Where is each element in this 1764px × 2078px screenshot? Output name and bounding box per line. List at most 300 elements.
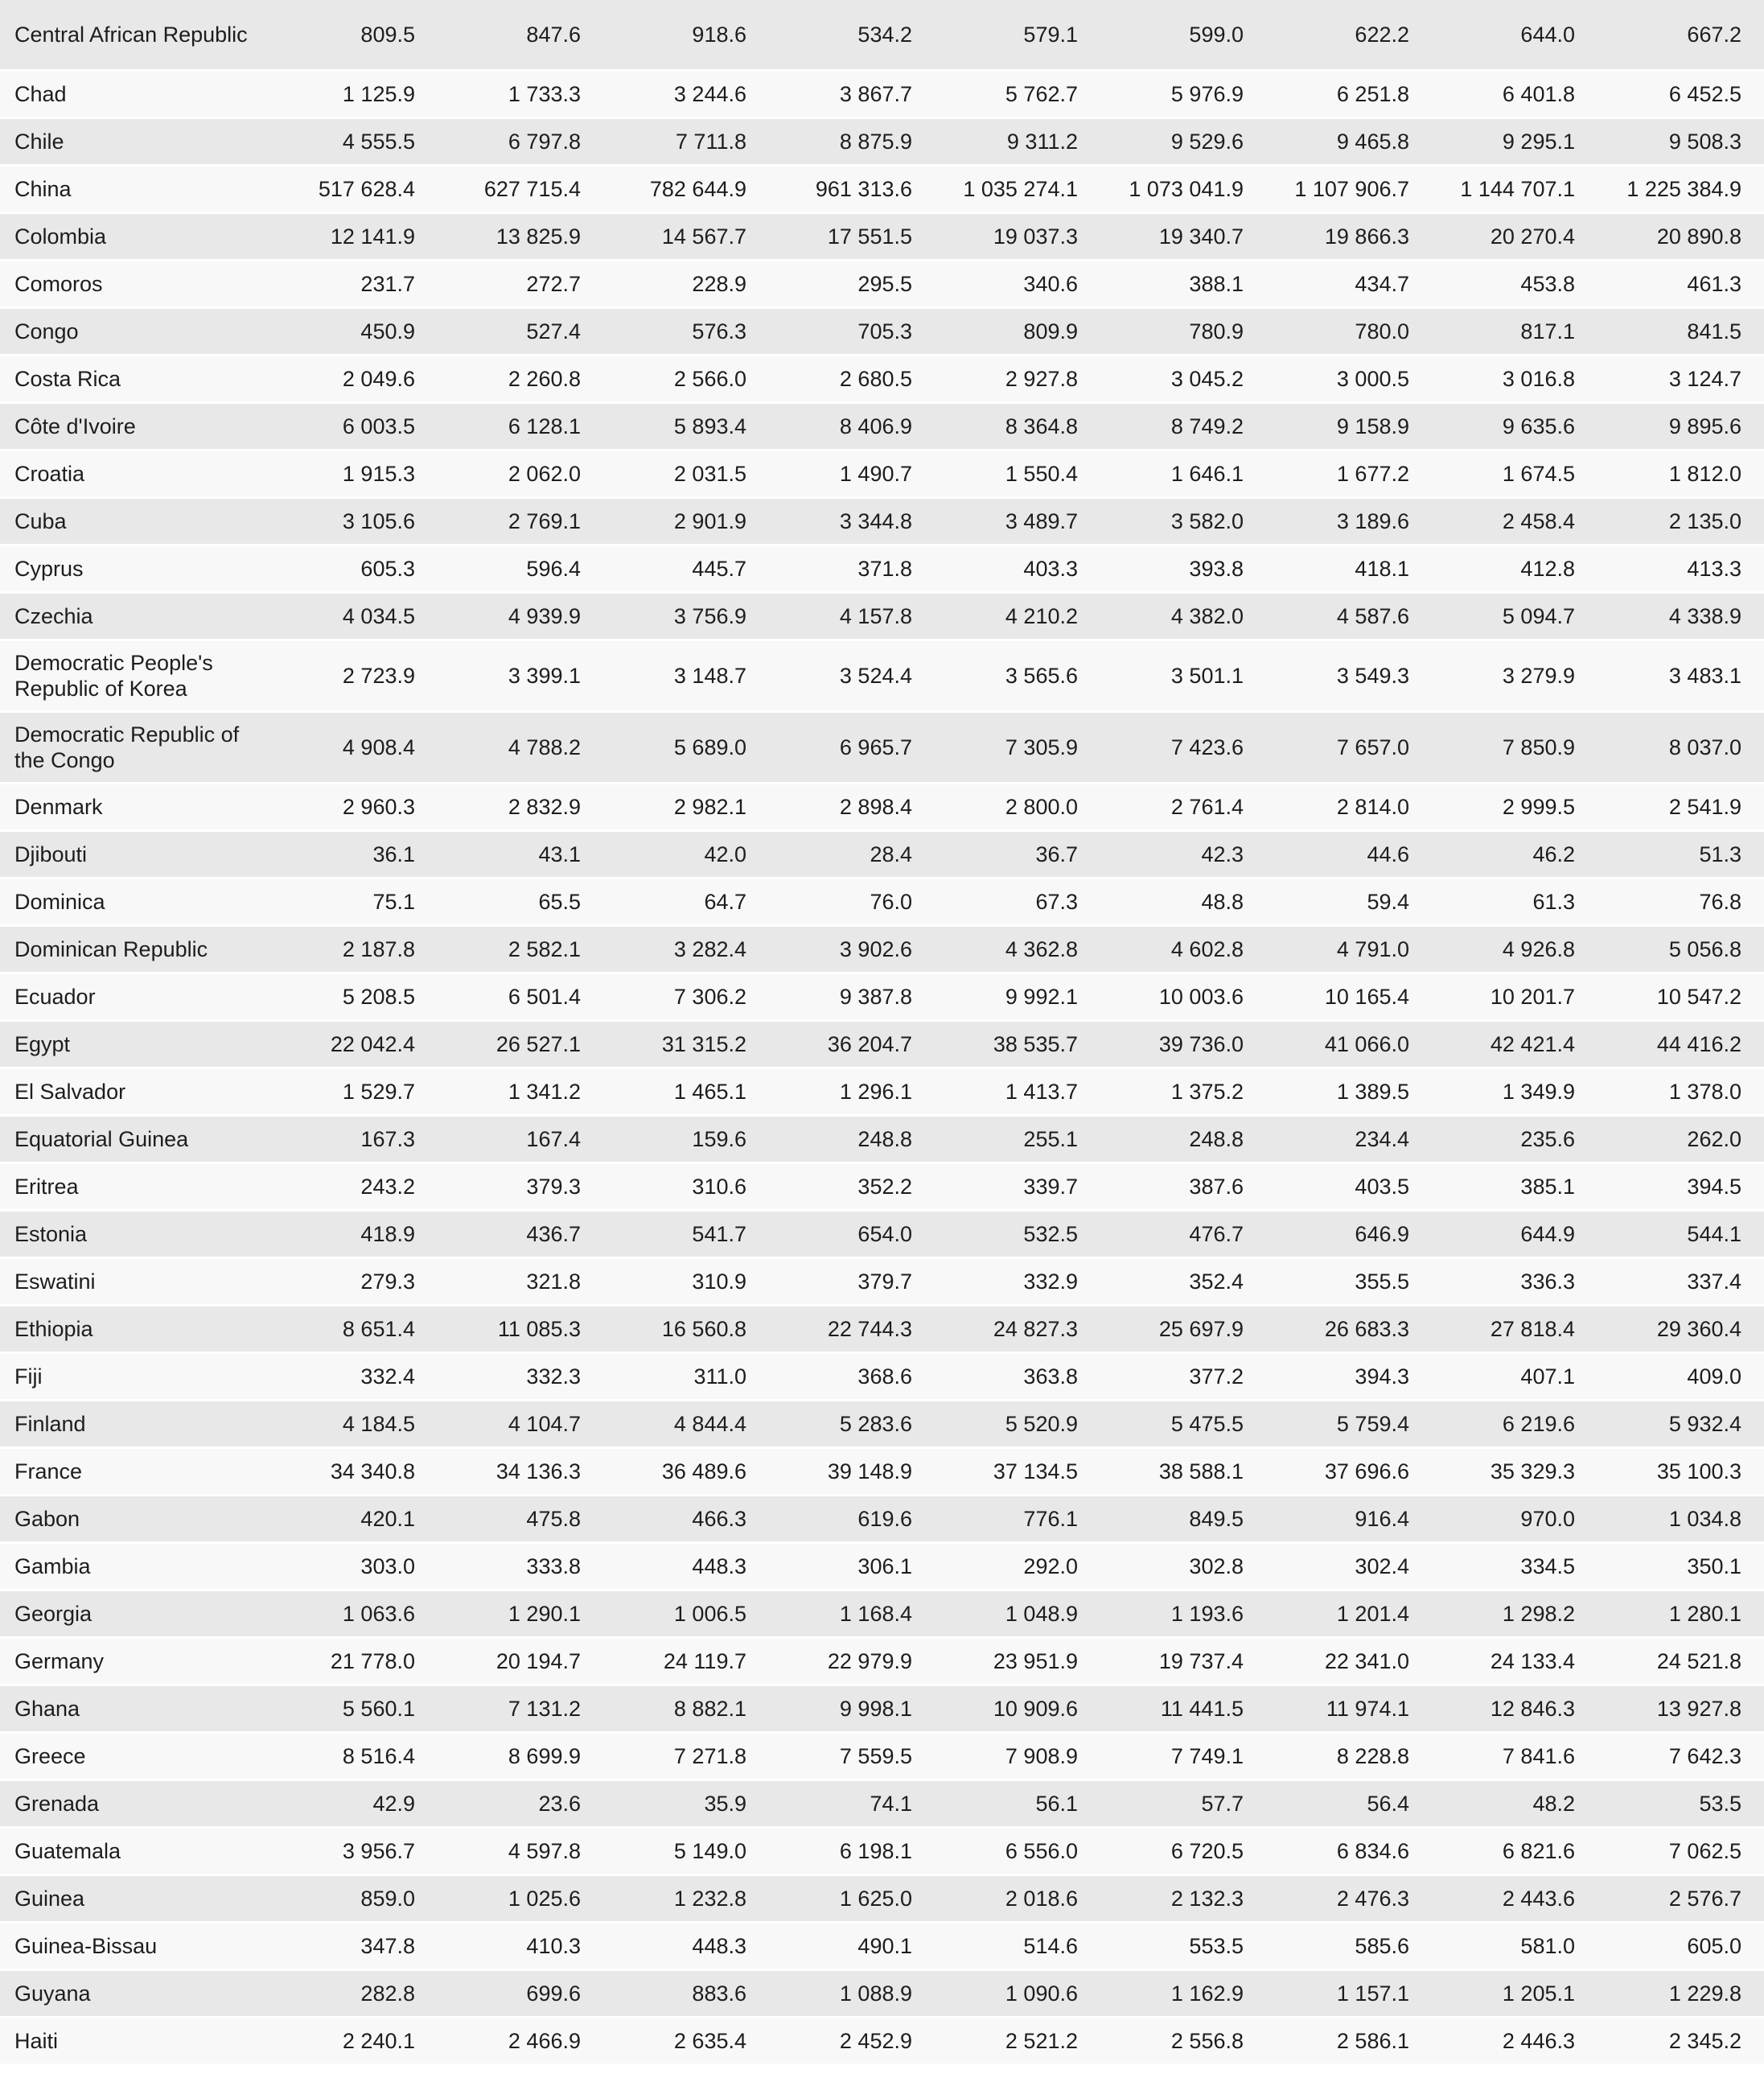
value-cell: 541.7 [581, 1212, 746, 1257]
value-cell: 5 475.5 [1078, 1401, 1244, 1446]
value-cell: 5 762.7 [912, 72, 1078, 117]
value-cell: 76.8 [1575, 879, 1764, 924]
value-cell: 339.7 [912, 1164, 1078, 1209]
value-cell: 6 797.8 [415, 119, 581, 164]
country-name-cell: Grenada [0, 1781, 249, 1826]
value-cell: 9 529.6 [1078, 119, 1244, 164]
country-name-cell: Central African Republic [0, 0, 249, 69]
value-cell: 2 187.8 [249, 927, 415, 972]
value-cell: 394.3 [1244, 1354, 1409, 1399]
value-cell: 2 898.4 [746, 784, 912, 829]
value-cell: 2 761.4 [1078, 784, 1244, 829]
value-cell: 841.5 [1575, 309, 1764, 354]
value-cell: 159.6 [581, 1117, 746, 1162]
value-cell: 5 056.8 [1575, 927, 1764, 972]
value-cell: 517 628.4 [249, 167, 415, 212]
value-cell: 776.1 [912, 1496, 1078, 1541]
table-row [0, 594, 1764, 639]
value-cell: 2 566.0 [581, 356, 746, 401]
value-cell: 1 025.6 [415, 1876, 581, 1921]
table-row [0, 1449, 1764, 1494]
value-cell: 1 646.1 [1078, 451, 1244, 496]
value-cell: 24 119.7 [581, 1639, 746, 1684]
value-cell: 29 360.4 [1575, 1306, 1764, 1352]
value-cell: 1 162.9 [1078, 1971, 1244, 2016]
value-cell: 6 965.7 [746, 713, 912, 782]
value-cell: 1 125.9 [249, 72, 415, 117]
value-cell: 1 529.7 [249, 1069, 415, 1114]
value-cell: 167.3 [249, 1117, 415, 1162]
value-cell: 352.4 [1078, 1259, 1244, 1304]
value-cell: 581.0 [1409, 1924, 1575, 1969]
value-cell: 39 148.9 [746, 1449, 912, 1494]
value-cell: 4 908.4 [249, 713, 415, 782]
value-cell: 350.1 [1575, 1544, 1764, 1589]
value-cell: 1 063.6 [249, 1591, 415, 1636]
value-cell: 883.6 [581, 1971, 746, 2016]
value-cell: 1 349.9 [1409, 1069, 1575, 1114]
value-cell: 39 736.0 [1078, 1022, 1244, 1067]
table-row [0, 1164, 1764, 1209]
value-cell: 38 535.7 [912, 1022, 1078, 1067]
value-cell: 4 157.8 [746, 594, 912, 639]
value-cell: 363.8 [912, 1354, 1078, 1399]
country-name-cell: Fiji [0, 1354, 249, 1399]
value-cell: 11 085.3 [415, 1306, 581, 1352]
value-cell: 780.0 [1244, 309, 1409, 354]
value-cell: 585.6 [1244, 1924, 1409, 1969]
table-row [0, 451, 1764, 496]
value-cell: 1 035 274.1 [912, 167, 1078, 212]
country-name-cell: Chile [0, 119, 249, 164]
value-cell: 9 387.8 [746, 974, 912, 1019]
value-cell: 10 165.4 [1244, 974, 1409, 1019]
table-row [0, 784, 1764, 829]
value-cell: 627 715.4 [415, 167, 581, 212]
value-cell: 8 875.9 [746, 119, 912, 164]
value-cell: 1 090.6 [912, 1971, 1078, 2016]
value-cell: 5 932.4 [1575, 1401, 1764, 1446]
value-cell: 4 338.9 [1575, 594, 1764, 639]
value-cell: 302.8 [1078, 1544, 1244, 1589]
value-cell: 255.1 [912, 1117, 1078, 1162]
value-cell: 9 465.8 [1244, 119, 1409, 164]
value-cell: 436.7 [415, 1212, 581, 1257]
value-cell: 780.9 [1078, 309, 1244, 354]
value-cell: 44.6 [1244, 832, 1409, 877]
value-cell: 262.0 [1575, 1117, 1764, 1162]
value-cell: 75.1 [249, 879, 415, 924]
value-cell: 336.3 [1409, 1259, 1575, 1304]
value-cell: 1 088.9 [746, 1971, 912, 2016]
value-cell: 6 834.6 [1244, 1829, 1409, 1874]
value-cell: 403.3 [912, 546, 1078, 591]
value-cell: 235.6 [1409, 1117, 1575, 1162]
value-cell: 3 244.6 [581, 72, 746, 117]
table-row [0, 356, 1764, 401]
value-cell: 19 737.4 [1078, 1639, 1244, 1684]
value-cell: 3 000.5 [1244, 356, 1409, 401]
value-cell: 1 193.6 [1078, 1591, 1244, 1636]
value-cell: 65.5 [415, 879, 581, 924]
table-row [0, 1686, 1764, 1731]
table-row [0, 1781, 1764, 1826]
value-cell: 2 240.1 [249, 2018, 415, 2064]
value-cell: 1 205.1 [1409, 1971, 1575, 2016]
value-cell: 25 697.9 [1078, 1306, 1244, 1352]
value-cell: 1 490.7 [746, 451, 912, 496]
value-cell: 2 582.1 [415, 927, 581, 972]
value-cell: 311.0 [581, 1354, 746, 1399]
value-cell: 6 198.1 [746, 1829, 912, 1874]
value-cell: 2 814.0 [1244, 784, 1409, 829]
value-cell: 23 951.9 [912, 1639, 1078, 1684]
value-cell: 654.0 [746, 1212, 912, 1257]
value-cell: 5 689.0 [581, 713, 746, 782]
table-row [0, 72, 1764, 117]
country-name-cell: Guinea [0, 1876, 249, 1921]
value-cell: 371.8 [746, 546, 912, 591]
value-cell: 619.6 [746, 1496, 912, 1541]
value-cell: 918.6 [581, 0, 746, 69]
value-cell: 1 625.0 [746, 1876, 912, 1921]
value-cell: 6 003.5 [249, 404, 415, 449]
value-cell: 5 976.9 [1078, 72, 1244, 117]
value-cell: 817.1 [1409, 309, 1575, 354]
value-cell: 1 812.0 [1575, 451, 1764, 496]
value-cell: 1 341.2 [415, 1069, 581, 1114]
table-row [0, 879, 1764, 924]
value-cell: 13 927.8 [1575, 1686, 1764, 1731]
value-cell: 36 489.6 [581, 1449, 746, 1494]
value-cell: 3 524.4 [746, 641, 912, 710]
value-cell: 26 683.3 [1244, 1306, 1409, 1352]
value-cell: 17 551.5 [746, 214, 912, 259]
value-cell: 2 049.6 [249, 356, 415, 401]
value-cell: 334.5 [1409, 1544, 1575, 1589]
value-cell: 12 846.3 [1409, 1686, 1575, 1731]
value-cell: 859.0 [249, 1876, 415, 1921]
value-cell: 407.1 [1409, 1354, 1575, 1399]
table-row [0, 214, 1764, 259]
value-cell: 282.8 [249, 1971, 415, 2016]
value-cell: 20 890.8 [1575, 214, 1764, 259]
country-name-cell: France [0, 1449, 249, 1494]
value-cell: 21 778.0 [249, 1639, 415, 1684]
value-cell: 8 651.4 [249, 1306, 415, 1352]
value-cell: 2 452.9 [746, 2018, 912, 2064]
value-cell: 1 550.4 [912, 451, 1078, 496]
value-cell: 2 062.0 [415, 451, 581, 496]
value-cell: 48.2 [1409, 1781, 1575, 1826]
value-cell: 51.3 [1575, 832, 1764, 877]
value-cell: 2 541.9 [1575, 784, 1764, 829]
value-cell: 1 229.8 [1575, 1971, 1764, 2016]
table-row [0, 1639, 1764, 1684]
value-cell: 8 228.8 [1244, 1734, 1409, 1779]
value-cell: 37 696.6 [1244, 1449, 1409, 1494]
value-cell: 352.2 [746, 1164, 912, 1209]
value-cell: 10 201.7 [1409, 974, 1575, 1019]
table-row [0, 2018, 1764, 2064]
value-cell: 3 489.7 [912, 499, 1078, 544]
table-row [0, 1354, 1764, 1399]
value-cell: 622.2 [1244, 0, 1409, 69]
value-cell: 14 567.7 [581, 214, 746, 259]
value-cell: 8 406.9 [746, 404, 912, 449]
value-cell: 534.2 [746, 0, 912, 69]
value-cell: 7 841.6 [1409, 1734, 1575, 1779]
table-row [0, 1259, 1764, 1304]
value-cell: 8 882.1 [581, 1686, 746, 1731]
value-cell: 8 699.9 [415, 1734, 581, 1779]
value-cell: 368.6 [746, 1354, 912, 1399]
country-name-cell: Eritrea [0, 1164, 249, 1209]
table-row [0, 404, 1764, 449]
value-cell: 3 582.0 [1078, 499, 1244, 544]
value-cell: 302.4 [1244, 1544, 1409, 1589]
country-name-cell: Congo [0, 309, 249, 354]
value-cell: 28.4 [746, 832, 912, 877]
value-cell: 4 788.2 [415, 713, 581, 782]
value-cell: 11 974.1 [1244, 1686, 1409, 1731]
value-cell: 7 850.9 [1409, 713, 1575, 782]
value-cell: 10 547.2 [1575, 974, 1764, 1019]
value-cell: 7 749.1 [1078, 1734, 1244, 1779]
value-cell: 332.4 [249, 1354, 415, 1399]
value-cell: 12 141.9 [249, 214, 415, 259]
value-cell: 490.1 [746, 1924, 912, 1969]
value-cell: 2 576.7 [1575, 1876, 1764, 1921]
table-row [0, 713, 1764, 782]
country-name-cell: Djibouti [0, 832, 249, 877]
table-row [0, 1829, 1764, 1874]
value-cell: 321.8 [415, 1259, 581, 1304]
value-cell: 412.8 [1409, 546, 1575, 591]
value-cell: 9 311.2 [912, 119, 1078, 164]
value-cell: 5 283.6 [746, 1401, 912, 1446]
country-name-cell: Democratic Republic of the Congo [0, 713, 249, 782]
value-cell: 9 635.6 [1409, 404, 1575, 449]
value-cell: 809.9 [912, 309, 1078, 354]
country-name-cell: Comoros [0, 261, 249, 307]
value-cell: 514.6 [912, 1924, 1078, 1969]
value-cell: 7 305.9 [912, 713, 1078, 782]
country-name-cell: Dominican Republic [0, 927, 249, 972]
value-cell: 476.7 [1078, 1212, 1244, 1257]
value-cell: 847.6 [415, 0, 581, 69]
value-cell: 46.2 [1409, 832, 1575, 877]
country-name-cell: Haiti [0, 2018, 249, 2064]
value-cell: 4 587.6 [1244, 594, 1409, 639]
table-row [0, 832, 1764, 877]
value-cell: 8 749.2 [1078, 404, 1244, 449]
country-name-cell: Guyana [0, 1971, 249, 2016]
value-cell: 37 134.5 [912, 1449, 1078, 1494]
value-cell: 347.8 [249, 1924, 415, 1969]
value-cell: 4 602.8 [1078, 927, 1244, 972]
value-cell: 2 556.8 [1078, 2018, 1244, 2064]
value-cell: 2 800.0 [912, 784, 1078, 829]
value-cell: 1 048.9 [912, 1591, 1078, 1636]
value-cell: 1 144 707.1 [1409, 167, 1575, 212]
value-cell: 1 232.8 [581, 1876, 746, 1921]
value-cell: 9 895.6 [1575, 404, 1764, 449]
value-cell: 2 927.8 [912, 356, 1078, 401]
value-cell: 42.0 [581, 832, 746, 877]
value-cell: 3 399.1 [415, 641, 581, 710]
value-cell: 4 362.8 [912, 927, 1078, 972]
value-cell: 445.7 [581, 546, 746, 591]
table-row [0, 309, 1764, 354]
value-cell: 22 744.3 [746, 1306, 912, 1352]
value-cell: 1 296.1 [746, 1069, 912, 1114]
value-cell: 5 560.1 [249, 1686, 415, 1731]
country-name-cell: Guatemala [0, 1829, 249, 1874]
value-cell: 4 597.8 [415, 1829, 581, 1874]
value-cell: 7 306.2 [581, 974, 746, 1019]
country-name-cell: Croatia [0, 451, 249, 496]
value-cell: 377.2 [1078, 1354, 1244, 1399]
country-name-cell: Dominica [0, 879, 249, 924]
value-cell: 667.2 [1575, 0, 1764, 69]
country-name-cell: Greece [0, 1734, 249, 1779]
value-cell: 475.8 [415, 1496, 581, 1541]
value-cell: 2 999.5 [1409, 784, 1575, 829]
value-cell: 3 549.3 [1244, 641, 1409, 710]
value-cell: 3 279.9 [1409, 641, 1575, 710]
value-cell: 303.0 [249, 1544, 415, 1589]
value-cell: 1 168.4 [746, 1591, 912, 1636]
value-cell: 3 045.2 [1078, 356, 1244, 401]
value-cell: 646.9 [1244, 1212, 1409, 1257]
value-cell: 38 588.1 [1078, 1449, 1244, 1494]
value-cell: 4 926.8 [1409, 927, 1575, 972]
value-cell: 450.9 [249, 309, 415, 354]
country-name-cell: Cuba [0, 499, 249, 544]
value-cell: 19 340.7 [1078, 214, 1244, 259]
value-cell: 7 711.8 [581, 119, 746, 164]
value-cell: 1 034.8 [1575, 1496, 1764, 1541]
value-cell: 27 818.4 [1409, 1306, 1575, 1352]
value-cell: 2 031.5 [581, 451, 746, 496]
value-cell: 970.0 [1409, 1496, 1575, 1541]
value-cell: 44 416.2 [1575, 1022, 1764, 1067]
value-cell: 576.3 [581, 309, 746, 354]
value-cell: 355.5 [1244, 1259, 1409, 1304]
country-name-cell: China [0, 167, 249, 212]
value-cell: 553.5 [1078, 1924, 1244, 1969]
value-cell: 23.6 [415, 1781, 581, 1826]
value-cell: 448.3 [581, 1544, 746, 1589]
value-cell: 418.1 [1244, 546, 1409, 591]
value-cell: 310.6 [581, 1164, 746, 1209]
value-cell: 3 756.9 [581, 594, 746, 639]
value-cell: 231.7 [249, 261, 415, 307]
value-cell: 1 733.3 [415, 72, 581, 117]
value-cell: 3 867.7 [746, 72, 912, 117]
value-cell: 36.1 [249, 832, 415, 877]
value-cell: 6 251.8 [1244, 72, 1409, 117]
country-name-cell: Eswatini [0, 1259, 249, 1304]
value-cell: 394.5 [1575, 1164, 1764, 1209]
value-cell: 3 124.7 [1575, 356, 1764, 401]
value-cell: 9 158.9 [1244, 404, 1409, 449]
value-cell: 4 210.2 [912, 594, 1078, 639]
value-cell: 1 006.5 [581, 1591, 746, 1636]
value-cell: 2 723.9 [249, 641, 415, 710]
value-cell: 916.4 [1244, 1496, 1409, 1541]
table-row [0, 1971, 1764, 2016]
value-cell: 605.3 [249, 546, 415, 591]
value-cell: 379.3 [415, 1164, 581, 1209]
value-cell: 10 003.6 [1078, 974, 1244, 1019]
value-cell: 20 270.4 [1409, 214, 1575, 259]
value-cell: 2 901.9 [581, 499, 746, 544]
value-cell: 340.6 [912, 261, 1078, 307]
value-cell: 9 295.1 [1409, 119, 1575, 164]
value-cell: 16 560.8 [581, 1306, 746, 1352]
value-cell: 11 441.5 [1078, 1686, 1244, 1731]
table-row [0, 641, 1764, 710]
value-cell: 4 184.5 [249, 1401, 415, 1446]
value-cell: 42.9 [249, 1781, 415, 1826]
value-cell: 1 378.0 [1575, 1069, 1764, 1114]
value-cell: 7 657.0 [1244, 713, 1409, 782]
value-cell: 7 062.5 [1575, 1829, 1764, 1874]
value-cell: 7 131.2 [415, 1686, 581, 1731]
value-cell: 228.9 [581, 261, 746, 307]
value-cell: 31 315.2 [581, 1022, 746, 1067]
value-cell: 4 555.5 [249, 119, 415, 164]
value-cell: 2 586.1 [1244, 2018, 1409, 2064]
value-cell: 4 382.0 [1078, 594, 1244, 639]
value-cell: 2 446.3 [1409, 2018, 1575, 2064]
value-cell: 1 280.1 [1575, 1591, 1764, 1636]
country-name-cell: Ethiopia [0, 1306, 249, 1352]
value-cell: 24 521.8 [1575, 1639, 1764, 1684]
value-cell: 234.4 [1244, 1117, 1409, 1162]
value-cell: 4 034.5 [249, 594, 415, 639]
value-cell: 3 105.6 [249, 499, 415, 544]
value-cell: 1 290.1 [415, 1591, 581, 1636]
country-name-cell: Estonia [0, 1212, 249, 1257]
value-cell: 35.9 [581, 1781, 746, 1826]
value-cell: 1 375.2 [1078, 1069, 1244, 1114]
table-row [0, 1591, 1764, 1636]
value-cell: 527.4 [415, 309, 581, 354]
value-cell: 1 389.5 [1244, 1069, 1409, 1114]
value-cell: 3 344.8 [746, 499, 912, 544]
value-cell: 644.0 [1409, 0, 1575, 69]
value-cell: 8 037.0 [1575, 713, 1764, 782]
table-row [0, 546, 1764, 591]
value-cell: 8 364.8 [912, 404, 1078, 449]
value-cell: 420.1 [249, 1496, 415, 1541]
value-cell: 1 413.7 [912, 1069, 1078, 1114]
value-cell: 36 204.7 [746, 1022, 912, 1067]
value-cell: 532.5 [912, 1212, 1078, 1257]
country-name-cell: Ecuador [0, 974, 249, 1019]
value-cell: 35 329.3 [1409, 1449, 1575, 1494]
value-cell: 7 559.5 [746, 1734, 912, 1779]
value-cell: 64.7 [581, 879, 746, 924]
value-cell: 10 909.6 [912, 1686, 1078, 1731]
value-cell: 332.9 [912, 1259, 1078, 1304]
country-name-cell: Czechia [0, 594, 249, 639]
value-cell: 61.3 [1409, 879, 1575, 924]
country-name-cell: Cyprus [0, 546, 249, 591]
